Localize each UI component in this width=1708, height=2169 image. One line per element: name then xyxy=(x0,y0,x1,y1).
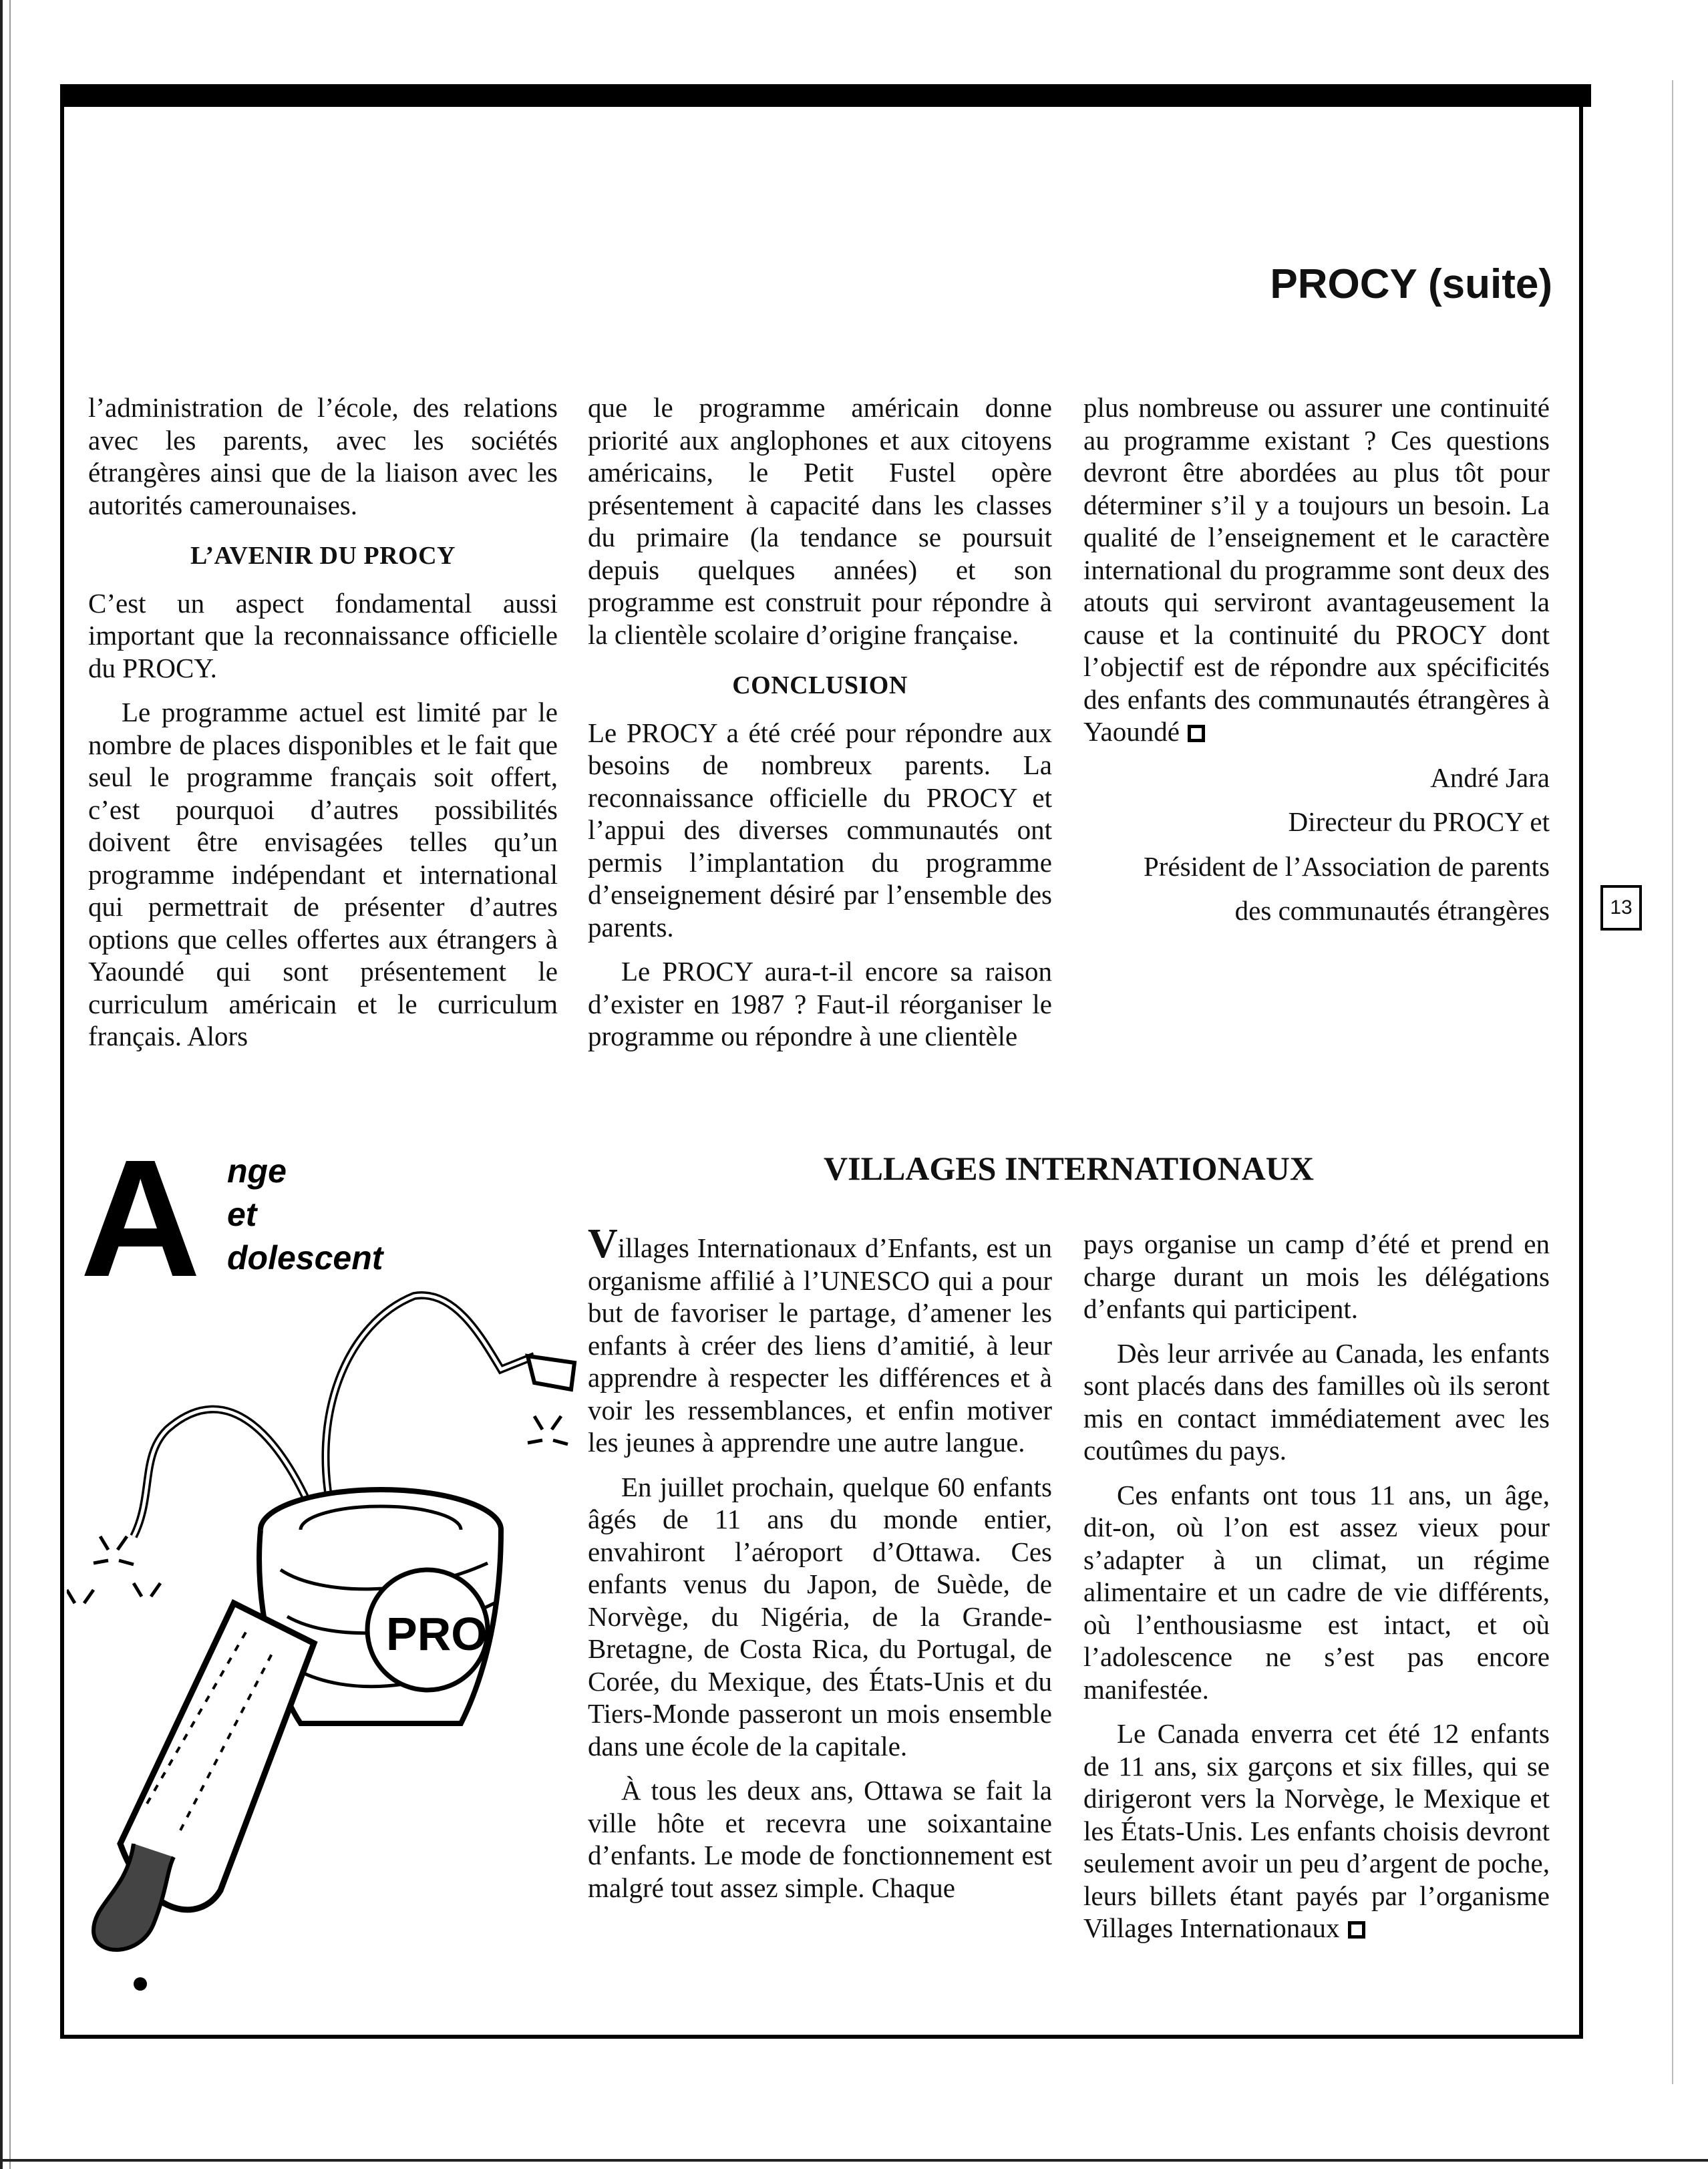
paragraph xyxy=(588,1221,1052,1459)
signature-role: des communautés étrangères xyxy=(1234,895,1550,926)
signature-role: Président de l’Association de parents xyxy=(1143,850,1550,882)
paragraph: Le PROCY aura-t-il encore sa raison d’exister en 1987 ? Faut-il réorganiser le programme ou répondre à une clientèle xyxy=(588,956,1052,1051)
signature-role: Directeur du PROCY et xyxy=(1288,806,1550,837)
villages-column-1 xyxy=(588,1221,1052,1916)
villages-column-2 xyxy=(1083,1228,1550,1957)
paragraph: Ces enfants ont tous 11 ans, un âge, dit-on, où l’on est assez vieux pour s’adapter à un climat, un régime alimentaire et un cadre de vie différents, où l’enthousiasme est intact, et où l’adolescence ne s’est pas encore manifestée. xyxy=(1083,1479,1550,1705)
paragraph: l’administration de l’école, des relations avec les parents, avec les sociétés étrangères ainsi que de la liaison avec les autorités camerounaises. xyxy=(88,392,558,520)
illustration-word-dolescent: dolescent xyxy=(227,1239,383,1277)
paragraph-text: illages Internationaux d’Enfants, est un organisme affilié à l’UNESCO qui a pour but de favoriser le partage, d’amener les enfants à créer des liens d’amitié, à leur apprendre à respecter les différences et à voir les ressemblances, et enfin motiver les jeunes à apprendre une autre langue. xyxy=(588,1232,1052,1458)
nozzle-icon xyxy=(528,1356,574,1389)
scan-left-edge xyxy=(0,0,3,2169)
end-square-icon xyxy=(1188,725,1205,742)
paragraph: À tous les deux ans, Ottawa se fait la ville hôte et recevra une soixantaine d’enfants. Le mode de fonctionnement est malgré tout assez simple. Chaque xyxy=(588,1775,1052,1903)
sparkle-icon xyxy=(67,1583,160,1603)
paragraph xyxy=(1083,1717,1550,1945)
scan-bottom-edge xyxy=(0,2159,1708,2162)
section-heading-avenir: L’AVENIR DU PROCY xyxy=(190,542,456,570)
top-black-bar xyxy=(60,84,1591,107)
sparkle-icon xyxy=(94,1536,134,1564)
scan-right-edge-line xyxy=(1672,80,1673,2084)
procy-column-1 xyxy=(88,391,558,1065)
page-title: PROCY (suite) xyxy=(1270,261,1552,307)
paste-drip-icon xyxy=(94,1844,174,1950)
illustration-ange-adolescent xyxy=(67,1136,581,2004)
paragraph: Le PROCY a été créé pour répondre aux besoins de nombreux parents. La reconnaissance officielle du PROCY et l’appui des diverses communautés ont permis l’implantation du programme d’enseignement désiré par l’ensemble des parents. xyxy=(588,717,1052,943)
paragraph: pays organise un camp d’été et prend en charge durant un mois les délégations d’enfants qui participent. xyxy=(1083,1228,1550,1324)
paragraph: Le programme actuel est limité par le nombre de places disponibles et le fait que seul le programme français soit offert, c’est pourquoi d’autres possibilités doivent être envisagées telles qu’un programme indépendant et international qui permettrait de présenter d’autres options que celles offertes aux étrangers à Yaoundé qui sont présentement le curriculum américain et le curriculum français. Alors xyxy=(88,697,558,1051)
procy-column-2 xyxy=(588,391,1052,1065)
paragraph-text: Le Canada enverra cet été 12 enfants de 11 ans, six garçons et six filles, qui se dirigeront vers la Norvège, le Mexique et les États-Unis. Les enfants choisis devront seulement avoir un peu d’argent de poche, leurs billets étant payés par l’organisme Villages Internationaux xyxy=(1083,1718,1550,1943)
paragraph xyxy=(1083,391,1550,748)
illustration-word-et: et xyxy=(227,1196,257,1233)
paragraph: que le programme américain donne priorité aux anglophones et aux citoyens américains, le Petit Fustel opère présentement à capacité dans les classes du primaire (la tendance se poursuit depuis quelques années) et son programme est construit pour répondre à la clientèle scolaire d’origine française. xyxy=(588,392,1052,650)
illustration-word-nge: nge xyxy=(227,1152,287,1190)
end-square-icon xyxy=(1348,1921,1365,1939)
section-title-villages: VILLAGES INTERNATIONAUX xyxy=(824,1150,1314,1187)
sparkle-icon xyxy=(528,1416,568,1444)
can-label: PRO xyxy=(386,1608,488,1660)
paragraph: Dès leur arrivée au Canada, les enfants sont placés dans des familles où ils seront mis en contact immédiatement avec les coutûmes du pays. xyxy=(1083,1337,1550,1466)
page-number: 13 xyxy=(1600,885,1642,931)
paragraph: C’est un aspect fondamental aussi important que la reconnaissance officielle du PROCY. xyxy=(88,587,558,683)
procy-column-3 xyxy=(1083,391,1550,939)
scan-left-edge-line xyxy=(9,0,11,2169)
signature-name: André Jara xyxy=(1430,762,1550,793)
drop-cap: V xyxy=(588,1221,618,1267)
paragraph: En juillet prochain, quelque 60 enfants âgés de 11 ans du monde entier, envahiront l’aéroport d’Ottawa. Ces enfants venus du Japon, de Suède, de Norvège, du Nigéria, de la Grande-Bretagne, de Costa Rica, du Portugal, de Corée, du Mexique, des États-Unis et du Tiers-Monde passeront un mois ensemble dans une école de la capitale. xyxy=(588,1471,1052,1762)
section-heading-conclusion: CONCLUSION xyxy=(732,671,908,699)
paragraph-text: plus nombreuse ou assurer une continuité au programme existant ? Ces questions devront être abordées au plus tôt pour déterminer s’il y a toujours un besoin. La qualité de l’enseignement et le caractère international du programme sont deux des atouts qui serviront avantageusement la cause et la continuité du PROCY dont l’objectif est de répondre aux spécificités des enfants des communautés étrangères à Yaoundé xyxy=(1083,392,1550,747)
illustration-big-letter: A xyxy=(80,1136,201,1311)
